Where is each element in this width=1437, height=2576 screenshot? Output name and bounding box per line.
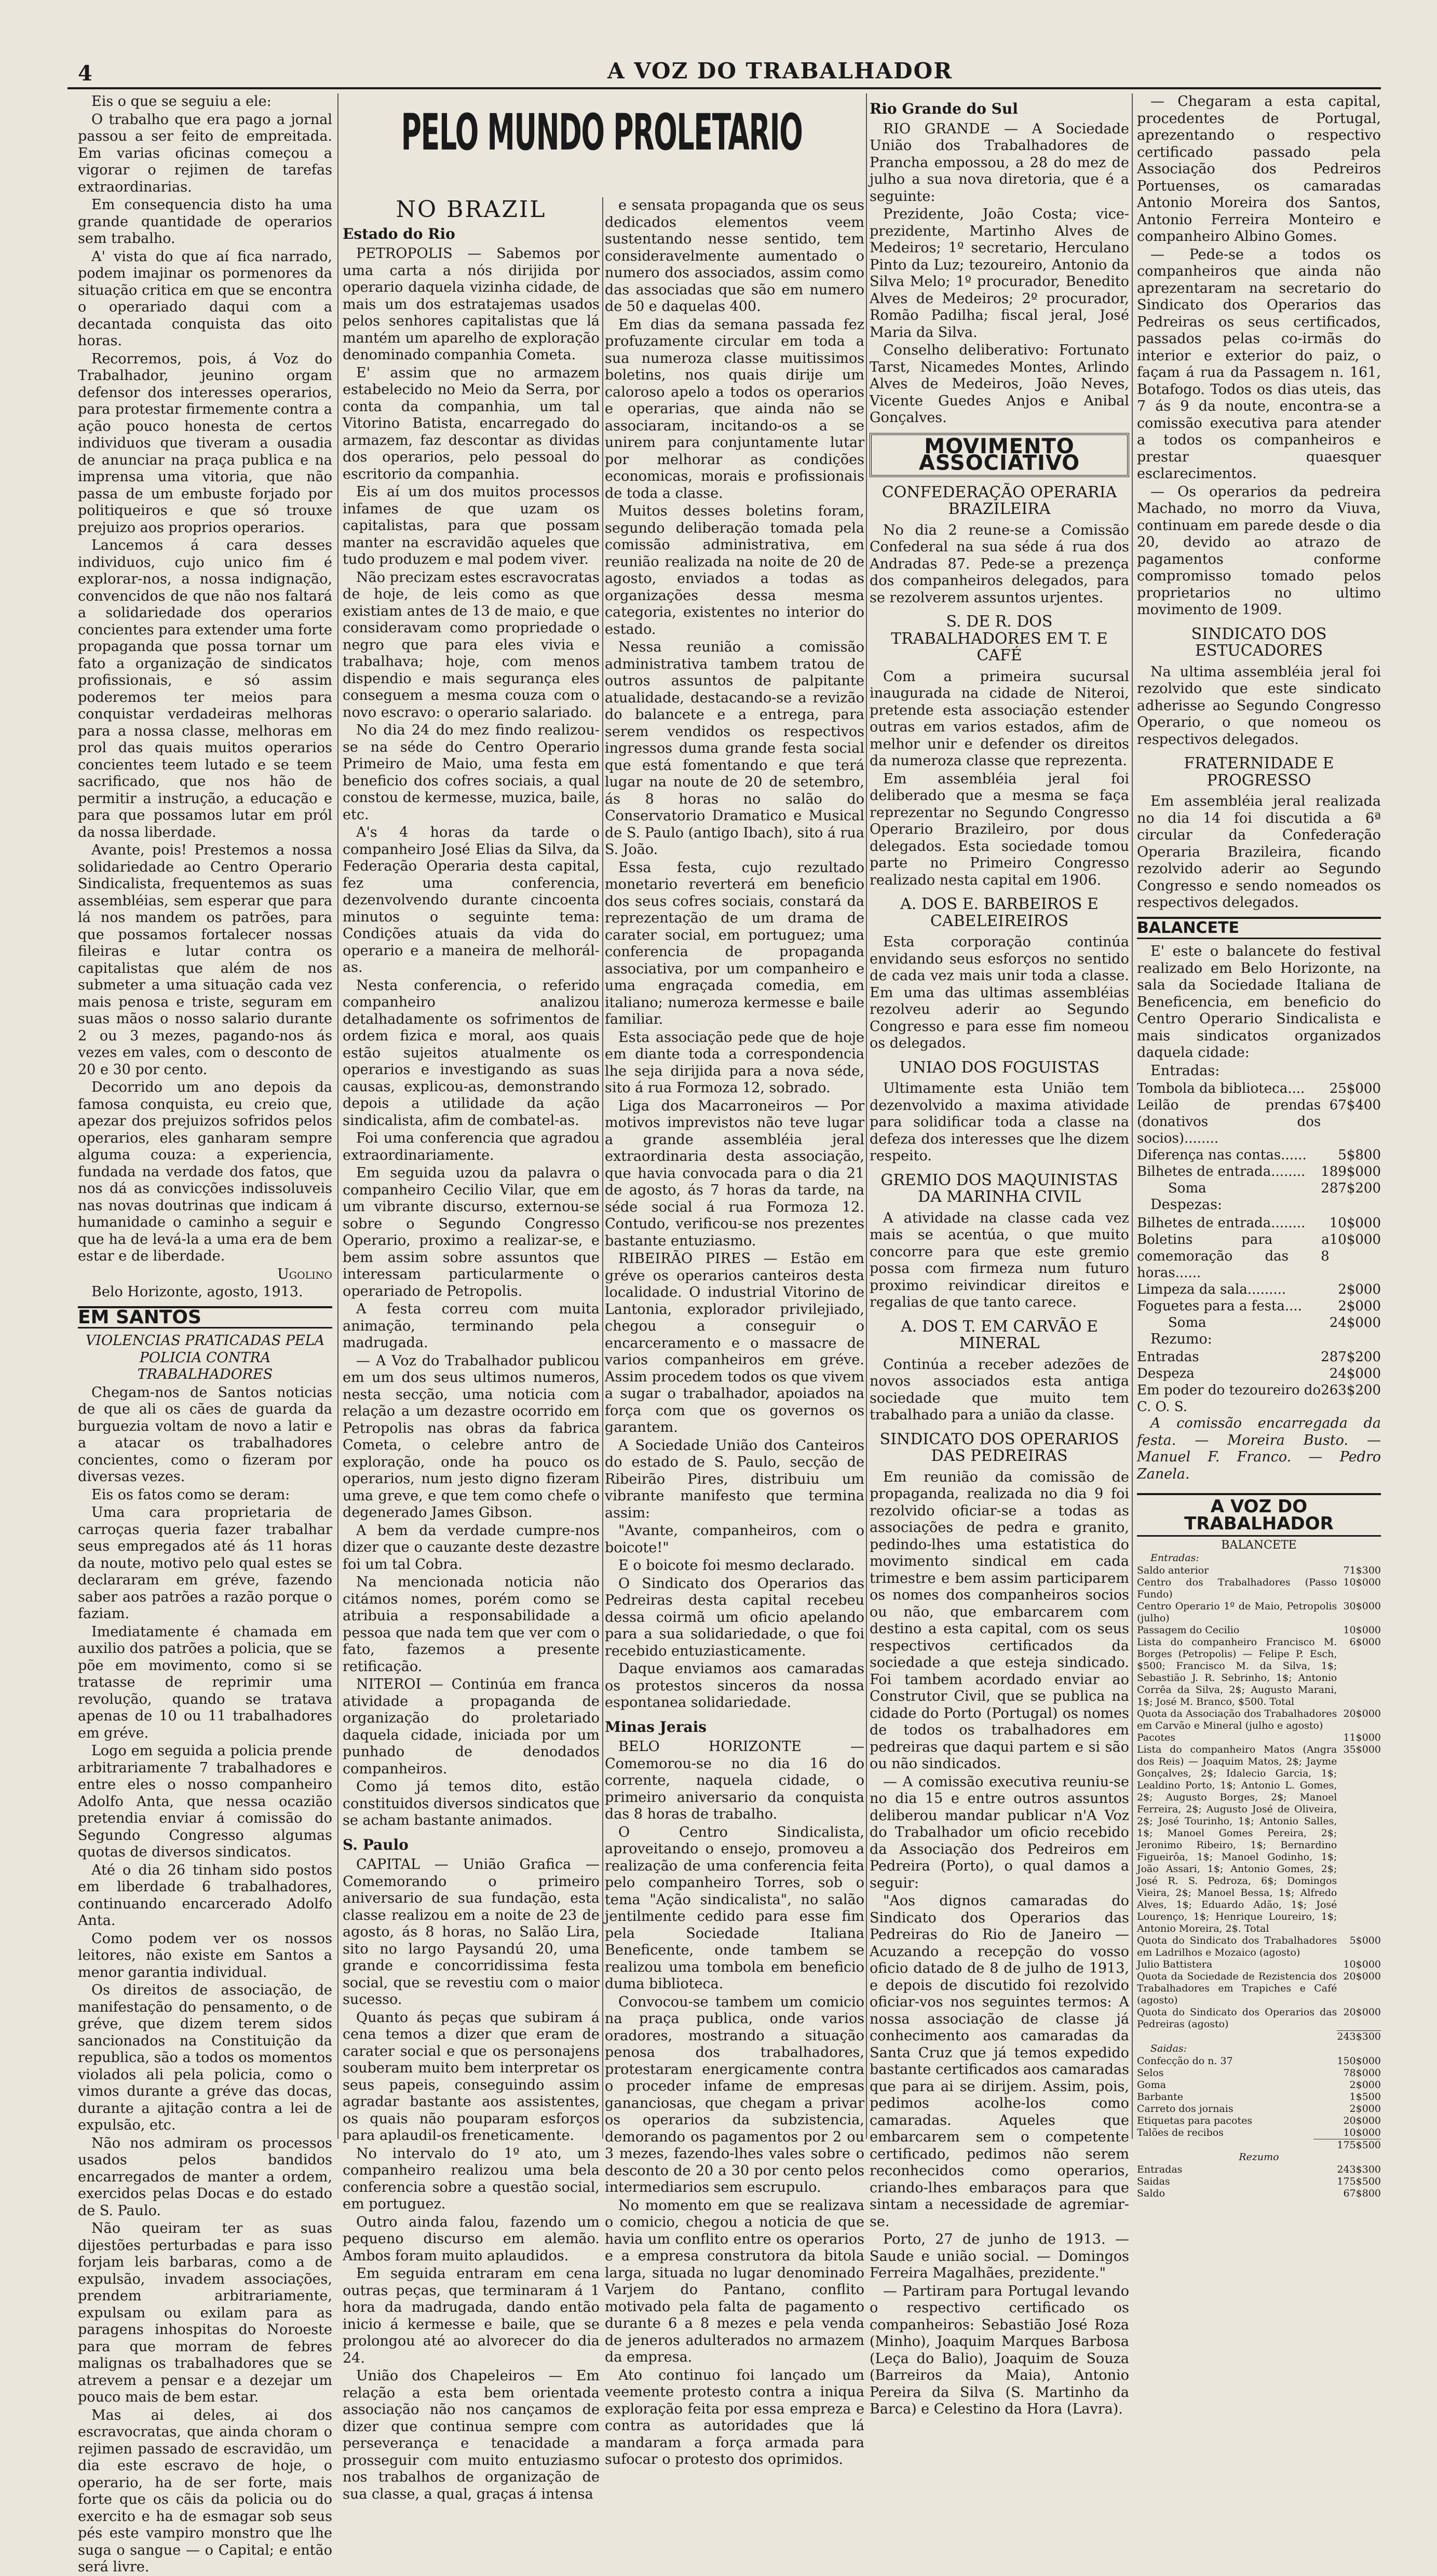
org-heading: SINDICATO DOS OPERARIOS DAS PEDREIRAS bbox=[879, 1430, 1119, 1465]
row-item: Pacotes bbox=[1137, 1732, 1175, 1743]
org-heading: A. DOS E. BARBEIROS E CABELEIREIROS bbox=[900, 895, 1099, 930]
paragraph: Outro ainda falou, fazendo um pequeno discurso em alemão. Ambos foram muito aplaudidos. bbox=[343, 2214, 600, 2264]
table-row bbox=[1137, 2030, 1381, 2043]
table-row bbox=[1137, 2091, 1381, 2103]
paragraph: Os direitos de associação, de manifestação do pensamento, o de gréve, que dizem terem sidos sancionados na Constituição da republica, são a todos os momentos violados ali pela policia, como o vimos durante a gréve das docas, durante a ajitação contra a lei de expulsão, etc. bbox=[78, 1982, 332, 2133]
row-item: Lista do companheiro Francisco M. Borges (Petropolis) — Felipe P. Esch, $500; Francisco M. da Silva, 1$; Sebastião J. R. Sebrinho, 1$; Antonio Corrêa da Silva, 2$; Augusto Marani, 1$; José M. Branco, $500. Total bbox=[1137, 1636, 1337, 1707]
row-value: 20$000 bbox=[1343, 1971, 1381, 1982]
paragraph: Em consequencia disto ha uma grande quantidade de operarios sem trabalho. bbox=[78, 197, 332, 247]
column-4 bbox=[870, 93, 1129, 2417]
paragraph: Não queiram ter as suas dijestões perturbadas e para isso forjam leis barbaras, como a de expulsão, invadem associações, prendem arbitrariamente, expulsam ou exilam para as paragens inhospitas do Noroeste para que morram de febres malignas os trabalhadores que se atrevem a pensar e a dezejar um pouco mais de bem estar. bbox=[78, 2220, 332, 2405]
row-value: 243$300 bbox=[1337, 2163, 1381, 2175]
entradas-table bbox=[1137, 1080, 1381, 1197]
paragraph: NITEROI — Continúa em franca atividade a propaganda de organização do proletariado daquela cidade, iniciada por um punhado de denodados companheiros. bbox=[343, 1676, 600, 1777]
paragraph: RIO GRANDE — A Sociedade União dos Trabalhadores de Prancha empossou, a 28 do mez de julho a sua nova diretoria, que é a seguinte: bbox=[870, 120, 1129, 205]
row-value: 24$000 bbox=[1329, 1314, 1381, 1331]
paragraph: Decorrido um ano depois da famosa conquista, eu creio que, apezar dos prejuizos sofridos pelos operarios, eles ganharam sempre alguma couza: a experiencia, fundada na verdade dos fatos, que nos dá as convicções indissoluveis nas novas doutrinas que indicam á humanidade o caminho a seguir e que ha de levá-la a uma era de bem estar e de liberdade. bbox=[78, 1079, 332, 1264]
table-row bbox=[1137, 2164, 1381, 2176]
org-heading: SINDICATO DOS ESTUCADORES bbox=[1191, 625, 1327, 660]
table-row bbox=[1137, 2176, 1381, 2188]
region-heading: Estado do Rio bbox=[343, 225, 455, 242]
box-entradas-table bbox=[1137, 1565, 1381, 2043]
paragraph: Prezidente, João Costa; vice-prezidente, Martinho Alves de Medeiros; 1º secretario, Herculano Pinto da Luz; tezoureiro, Antonio da Silva Melo; 1º procurador, Benedito Alves de Medeiros; 2º procurador, Romão Padilha; fiscal jeral, José Maria da Silva. bbox=[870, 206, 1129, 341]
table-row bbox=[1137, 2006, 1381, 2030]
paragraph: Imediatamente é chamada em auxilio dos patrões a policia, que se põe em movimento, como si se tratasse de reprimir uma revolução, quando se tratava apenas de 10 ou 11 trabalhadores em gréve. bbox=[78, 1623, 332, 1741]
headline: PELO MUNDO PROLETARIO bbox=[401, 103, 803, 161]
row-value: 20$000 bbox=[1343, 1708, 1381, 1719]
table-row bbox=[1137, 1935, 1381, 1959]
box-saidas-table bbox=[1137, 2055, 1381, 2151]
paragraph: Em seguida uzou da palavra o companheiro Cecilio Vilar, que em um vibrante discurso, externou-se sobre o Segundo Congresso Operario, proximo a realizar-se, e bem assim sobre assuntos que interessam particularmente o operariado de Petropolis. bbox=[343, 1165, 600, 1299]
paragraph: Daque enviamos aos camaradas os protestos sinceros da nossa espontanea solidariedade. bbox=[605, 1661, 864, 1711]
table-label: Despezas: bbox=[1150, 1197, 1223, 1213]
section-heading: BALANCETE bbox=[1137, 917, 1381, 940]
row-value: 6$000 bbox=[1349, 1636, 1381, 1648]
paragraph: — A comissão executiva reuniu-se no dia 15 e entre outros assuntos deliberou mandar publicar n'A Voz do Trabalhador um oficio recebido da Associação dos Pedreiros em Pedreira (Porto), o qual damos a seguir: bbox=[870, 1773, 1129, 1891]
paragraph: A festa correu com muita animação, terminando pela madrugada. bbox=[343, 1301, 600, 1351]
paragraph: União dos Chapeleiros — Em relação a esta bem orientada associação não nos cançamos de dizer que continua sempre com perseverança e tenacidade a prosseguir com muito entuziasmo nos trabalhos de organização de sua classe, a qual, graças á intensa bbox=[343, 2368, 600, 2502]
row-value: 10$000 bbox=[1329, 1231, 1381, 1248]
paragraph: A atividade na classe cada vez mais se acentúa, o que muito concorre para que este gremio possa com firmeza num futuro proximo reivindicar direitos e regalias de que tanto carece. bbox=[870, 1210, 1129, 1310]
row-value: 189$000 bbox=[1321, 1164, 1381, 1179]
region-heading: Minas Jerais bbox=[605, 1718, 707, 1736]
table-row bbox=[1137, 1281, 1381, 1298]
table-row bbox=[1137, 2103, 1381, 2115]
row-value: 2$000 bbox=[1349, 2079, 1381, 2091]
paragraph: Como já temos dito, estão constituidos diversos sindicatos que se acham bastante animados. bbox=[343, 1779, 600, 1828]
paragraph: Uma cara proprietaria de carroças queria fazer trabalhar seus empregados até ás 11 horas da noute, motivo pelo qual estes se declararam em gréve, fazendo saber aos patrões a razão porque o faziam. bbox=[78, 1504, 332, 1622]
table-row bbox=[1137, 1708, 1381, 1732]
paragraph: No momento em que se realizava o comicio, chegou a noticia de que havia um conflito entre os operarios e a empresa construtora da bitola larga, situada no lugar denominado Varjem do Pantano, conflito motivado pela falta de pagamento durante 6 a 8 mezes e pela venda de jeneros adulterados no armazem da empresa. bbox=[605, 2197, 864, 2365]
row-value: 1$500 bbox=[1349, 2091, 1381, 2103]
row-item: Tombola da biblioteca.... bbox=[1137, 1081, 1305, 1096]
table-row bbox=[1137, 1636, 1381, 1708]
table-row bbox=[1137, 1180, 1381, 1197]
column-5 bbox=[1137, 93, 1381, 2199]
section-heading: EM SANTOS bbox=[78, 1306, 332, 1329]
paragraph: Na mencionada noticia não citámos nomes, porém como se atribuia a responsabilidade a pessoa que nada tem que ver com o fato, fazemos a presente retificação. bbox=[343, 1574, 600, 1675]
row-value: 2$000 bbox=[1349, 2103, 1381, 2114]
paragraph: "Aos dignos camaradas do Sindicato dos Operarios das Pedreiras do Rio de Janeiro — Acuzando a recepção do vosso oficio datado de 8 de julho de 1913, e depois de discutido foi rezolvido oficiar-vos nos seguintes termos: A nossa associação de classe já conhecimento aos camaradas da Santa Cruz que já temos expedido bastante certificados aos camaradas que para ai se dirijem. Assim, pois, pedimos acolhe-los como camaradas. Aqueles que embarcarem sem o competente certificado, pedimos não serem reconhecidos como operarios, criando-lhes embaraços para que sintam a necessidade de agremiar-se. bbox=[870, 1893, 1129, 2230]
article-title: VIOLENCIAS PRATICADAS PELA POLICIA CONTRA TRABALHADORES bbox=[85, 1333, 325, 1382]
box-subtitle: BALANCETE bbox=[1221, 1539, 1297, 1552]
row-value: 150$000 bbox=[1337, 2055, 1381, 2067]
paragraph: Avante, pois! Prestemos a nossa solidariedade ao Centro Operario Sindicalista, frequentemos as suas assembléias, sem esperar que para lá nos mandem os patrões, para que possamos fortalecer nossas fileiras e lutar contra os capitalistas que além de nos submeter a uma situação cada vez mais penosa e triste, seguram em suas mãos o nosso salario durante 2 ou 3 mezes, pagando-nos ás vezes em vales, com o desconto de 20 e 30 por cento. bbox=[78, 842, 332, 1078]
resumo-table bbox=[1137, 1349, 1381, 1415]
paragraph: A bem da verdade cumpre-nos dizer que o cauzante deste dezastre foi um tal Cobra. bbox=[343, 1522, 600, 1572]
column-3 bbox=[605, 197, 864, 2467]
table-row bbox=[1137, 1624, 1381, 1636]
region-heading: Rio Grande do Sul bbox=[870, 100, 1018, 117]
paragraph: No dia 2 reune-se a Comissão Confederal na sua séde á rua dos Andradas 87. Pede-se a prezença dos companheiros delegados, para se rezolverem assuntos urjentes. bbox=[870, 522, 1129, 606]
paragraph: Porto, 27 de junho de 1913. — Saude e união social. — Domingos Ferreira Magalhães, prezidente." bbox=[870, 2231, 1129, 2281]
signature: Ugolino bbox=[277, 1266, 332, 1282]
paragraph: Conselho deliberativo: Fortunato Tarst, Nicamedes Montes, Arlindo Alves de Medeiros, João Neves, Vicente Guedes Anjos e Anibal Gonçalves. bbox=[870, 342, 1129, 426]
paragraph: CAPITAL — União Grafica — Comemorando o primeiro aniversario de sua fundação, esta classe realizou em a noite de 23 de agosto, ás 8 horas, no Salão Lira, sito no largo Paysandú 20, uma grande e concorridissima festa social, que se revestiu com o maior sucesso. bbox=[343, 1856, 600, 2008]
row-value: 10$000 bbox=[1343, 1577, 1381, 1588]
table-row bbox=[1137, 1147, 1381, 1163]
row-value: 2$000 bbox=[1338, 1298, 1381, 1314]
column-divider bbox=[866, 93, 867, 2139]
paragraph: Chegam-nos de Santos noticias de que ali os cães de guarda da burguezia voltam de novo a latir e a atacar os trabalhadores concientes, como o fizeram por diversas vezes. bbox=[78, 1384, 332, 1485]
paragraph: Eis aí um dos muitos processos infames de que uzam os capitalistas, para que possam manter na escravidão aqueles que tudo produzem e mal podem viver. bbox=[343, 484, 600, 567]
paragraph: Convocou-se tambem um comicio na praça publica, onde varios oradores, mostrando a situação penosa dos trabalhadores, protestaram energicamente contra o proceder infame de empresas gananciosas, que chegam a privar os operarios da subzistencia, demorando os pagamentos por 2 ou 3 mezes, fazendo-lhes vales sobre o desconto de 20 a 30 por cento pelos intermediarios sem escrupulo. bbox=[605, 1994, 864, 2195]
paragraph: Ato continuo foi lançado um veemente protesto contra a iniqua exploração feita por essa empreza e contra as autoridades que lá mandaram a força armada para sufocar o protesto dos oprimidos. bbox=[605, 2367, 864, 2467]
row-value: 287$200 bbox=[1321, 1349, 1381, 1365]
paragraph: Muitos desses boletins foram, segundo deliberação tomada pela comissão administrativa, em reunião realizada na noite de 20 de agosto, enviados a todas as organizações dessa mesma categoria, existentes no interior do estado. bbox=[605, 503, 864, 638]
box-resumo-table bbox=[1137, 2164, 1381, 2200]
paragraph: Essa festa, cujo rezultado monetario reverterá em beneficio dos seus cofres sociais, constará da reprezentação de um drama de carater social, em portuguez; uma conferencia de propaganda associativa, por um companheiro e uma engraçada comedia, em italiano; numeroza kermesse e baile familiar. bbox=[605, 859, 864, 1027]
row-item: Centro Operario 1º de Maio, Petropolis (julho) bbox=[1137, 1601, 1337, 1624]
org-heading: GREMIO DOS MAQUINISTAS DA MARINHA CIVIL bbox=[880, 1171, 1118, 1206]
row-item: Etiquetas para pacotes bbox=[1137, 2114, 1253, 2126]
table-label: Rezumo: bbox=[1150, 1331, 1212, 1347]
table-row bbox=[1137, 1971, 1381, 2006]
paragraph: Liga dos Macarroneiros — Por motivos imprevistos não teve lugar a grande assembléia jeral extraordinaria desta associação, que havia convocada para o dia 21 de agosto, ás 7 horas da tarde, na séde social á rua Formoza 12. Contudo, verificou-se nos prezentes bastante entuziasmo. bbox=[605, 1097, 864, 1249]
paragraph: Como podem ver os nossos leitores, não existe em Santos a menor garantia individual. bbox=[78, 1930, 332, 1981]
row-value: 175$500 bbox=[1313, 2139, 1381, 2151]
masthead: A VOZ DO TRABALHADOR bbox=[607, 58, 953, 84]
paragraph: Esta associação pede que de hoje em diante toda a correspondencia lhe seja dirijida para a nova séde, sito á rua Formoza 12, sobrado. bbox=[605, 1029, 864, 1096]
paragraph: O trabalho que era pago a jornal passou a ser feito de empreitada. Em varias oficinas começou a vigorar o rejimen de tarefas extraordinarias. bbox=[78, 111, 332, 195]
paragraph: A comissão encarregada da festa. — Moreira Busto. — Manuel F. Franco. — Pedro Zanela. bbox=[1137, 1415, 1381, 1482]
row-value: 243$300 bbox=[1337, 2030, 1381, 2042]
table-row bbox=[1137, 2139, 1381, 2151]
paragraph: Mas ai deles, ai dos escravocratas, que ainda choram o rejimen passado de escravidão, um dia este escravo de hoje, o operario, ha de ser forte, mais forte que os cãis da policia ou do exercito e ha de esmagar sob seus pés este vampiro monstro que lhe suga o sangue — o Capital; e então será livre. bbox=[78, 2407, 332, 2575]
row-value: 10$000 bbox=[1343, 2126, 1381, 2138]
balancete-box bbox=[1137, 1540, 1381, 2200]
paragraph: RIBEIRÃO PIRES — Estão em gréve os operarios canteiros desta localidade. O industrial Vitorino de Lantonia, explorador privilejiado, chegou a conseguir o encarceramento e o massacre de varios companheiros em gréve. Assim procedem todos os que vivem a sugar o trabalhador, apoiados na força com que os governos os garantem. bbox=[605, 1251, 864, 1435]
row-value: 10$000 bbox=[1343, 1959, 1381, 1970]
row-value: 20$000 bbox=[1343, 2006, 1381, 2018]
paragraph: No dia 24 do mez findo realizou-se na séde do Centro Operario Primeiro de Maio, uma festa em beneficio dos cofres sociais, a qual constou de kermesse, muzica, baile, etc. bbox=[343, 722, 600, 823]
table-row bbox=[1137, 1601, 1381, 1624]
paragraph: Recorremos, pois, á Voz do Trabalhador, jeunino orgam defensor dos interesses operarios, para protestar firmemente contra a ação pouco honesta de certos individuos que tiveram a ousadia de anunciar na praça publica e na imprensa uma vitoria, que não passa de um embuste forjado por politiqueiros e que só trouxe prejuizo aos proprios operarios. bbox=[78, 350, 332, 536]
row-item bbox=[1137, 2030, 1337, 2043]
row-item: Passagem do Cecilio bbox=[1137, 1624, 1240, 1636]
table-row bbox=[1137, 1365, 1381, 1382]
paragraph: PETROPOLIS — Sabemos por uma carta a nós dirijida por operario daquela vizinha cidade, de mais um dos estratajemas usados pelos senhores capitalistas que lá mantém um aparelho de exploração denominado companhia Cometa. bbox=[343, 246, 600, 363]
row-value: 78$000 bbox=[1343, 2067, 1381, 2079]
row-value: 5$000 bbox=[1349, 1935, 1381, 1946]
subheadline: NO BRAZIL bbox=[396, 196, 547, 223]
row-item: Entradas bbox=[1137, 1349, 1199, 1365]
row-item: Barbante bbox=[1137, 2091, 1183, 2103]
org-heading: A. DOS T. EM CARVÃO E MINERAL bbox=[901, 1317, 1098, 1352]
table-label: Entradas: bbox=[1150, 1552, 1199, 1564]
table-row bbox=[1137, 2115, 1381, 2127]
row-item: Em poder do tezoureiro do C. O. S. bbox=[1137, 1382, 1321, 1415]
row-value: 71$300 bbox=[1343, 1565, 1381, 1576]
paragraph: — Os operarios da pedreira Machado, no morro da Viuva, continuam em parede desde o dia 20, devido ao atrazo de pagamentos conforme compromisso tomado pelos proprietarios no ultimo movimento de 1909. bbox=[1137, 483, 1381, 618]
table-row bbox=[1137, 2055, 1381, 2067]
org-heading: CONFEDERAÇÃO OPERARIA BRAZILEIRA bbox=[882, 483, 1117, 518]
row-item: Quota da Sociedade de Rezistencia dos Trabalhadores em Trapiches e Café (agosto) bbox=[1137, 1971, 1337, 2006]
paragraph: — A Voz do Trabalhador publicou em um dos seus ultimos numeros, nesta secção, uma noticia com relação a um dezastre ocorrido em Petropolis nas obras da fabrica Cometa, o celebre antro de exploração, onde ha pouco os operarios, num jesto digno fizeram uma greve, e que tem como chefe o degenerado James Gibson. bbox=[343, 1352, 600, 1521]
row-value: 11$000 bbox=[1343, 1732, 1381, 1743]
row-item: Entradas bbox=[1137, 2163, 1183, 2175]
box-title: A VOZ DO TRABALHADOR bbox=[1137, 1493, 1381, 1537]
table-row bbox=[1137, 1231, 1381, 1281]
table-row bbox=[1137, 1565, 1381, 1577]
row-item bbox=[1137, 2139, 1313, 2151]
table-row bbox=[1137, 1298, 1381, 1314]
paragraph: Nesta conferencia, o referido companheiro analizou detalhadamente os sofrimentos de ordem fizica e moral, aos quais estão sujeitos atualmente os operarios e investigando as suas causas, explicou-as, demonstrando depois a utilidade da ação sindicalista, afim de combatel-as. bbox=[343, 977, 600, 1129]
column-1 bbox=[78, 93, 332, 2575]
row-item: Carreto dos jornais bbox=[1137, 2103, 1233, 2114]
paragraph: Na ultima assembléia jeral foi rezolvido que este sindicato adherisse ao Segundo Congresso Operario, o que nomeou os respectivos delegados. bbox=[1137, 663, 1381, 748]
org-heading: FRATERNIDADE E PROGRESSO bbox=[1184, 754, 1334, 790]
paragraph: Em seguida entraram em cena outras peças, que terminaram á 1 hora da madrugada, dando então inicio á kermesse e baile, que se prolongou até ao alvorecer do dia 24. bbox=[343, 2266, 600, 2366]
column-divider bbox=[337, 93, 338, 2139]
row-value: 24$000 bbox=[1329, 1366, 1381, 1381]
table-row bbox=[1137, 1349, 1381, 1365]
row-item: Bilhetes de entrada........ bbox=[1137, 1164, 1306, 1179]
row-item: Centro dos Trabalhadores (Passo Fundo) bbox=[1137, 1577, 1337, 1600]
row-value: 10$000 bbox=[1329, 1215, 1381, 1231]
paragraph: — Partiram para Portugal levando o respectivo certificado os companheiros: Sebastião José Roza (Minho), Joaquim Marques Barbosa (Leça do Balio), Joaquim de Souza (Barreiros da Maia), Antonio Pereira da Silva (S. Martinho da Barca) e Celestino da Hora (Lavra). bbox=[870, 2283, 1129, 2417]
table-row bbox=[1137, 1577, 1381, 1601]
despezas-table bbox=[1137, 1215, 1381, 1331]
paragraph: Com a primeira sucursal inaugurada na cidade de Niteroi, pretende esta associação estender outras em varios estados, afim de melhor unir e defender os direitos da numeroza classe que reprezenta. bbox=[870, 668, 1129, 769]
row-value: 5$800 bbox=[1338, 1147, 1381, 1163]
table-row bbox=[1137, 2067, 1381, 2079]
row-value: 287$200 bbox=[1321, 1181, 1381, 1196]
table-row bbox=[1137, 1382, 1381, 1415]
table-label: Rezumo bbox=[1239, 2151, 1279, 2163]
row-item: Soma bbox=[1168, 1314, 1206, 1331]
page-number: 4 bbox=[78, 61, 92, 86]
table-row bbox=[1137, 1732, 1381, 1744]
table-row bbox=[1137, 1959, 1381, 1971]
row-item: Bilhetes de entrada........ bbox=[1137, 1215, 1306, 1231]
table-row bbox=[1137, 1097, 1381, 1147]
column-divider bbox=[1132, 93, 1133, 2139]
dateline: Belo Horizonte, agosto, 1913. bbox=[91, 1284, 303, 1300]
paragraph: Ultimamente esta União tem dezenvolvido a maxima atividade para solidificar toda a classe na defeza dos interesses que lhe dizem respeito. bbox=[870, 1080, 1129, 1164]
row-item: Foguetes para a festa.... bbox=[1137, 1298, 1302, 1314]
paragraph: E o boicote foi mesmo declarado. bbox=[618, 1557, 855, 1574]
row-value: 175$500 bbox=[1337, 2175, 1381, 2187]
paragraph: Logo em seguida a policia prende arbitrariamente 7 trabalhadores e entre eles o nosso companheiro Adolfo Anta, que nessa ocazião pretendia enviar á comissão do Segundo Congresso algumas quotas de diversos sindicatos. bbox=[78, 1743, 332, 1860]
paragraph: A Sociedade União dos Canteiros do estado de S. Paulo, secção de Ribeirão Pires, distribuiu um vibrante manifesto que termina assim: bbox=[605, 1437, 864, 1521]
row-item: Saldo bbox=[1137, 2187, 1165, 2199]
row-value: 30$000 bbox=[1343, 1601, 1381, 1612]
row-value: 263$200 bbox=[1321, 1382, 1381, 1398]
paragraph: — Pede-se a todos os companheiros que ainda não aprezentaram na secretario do Sindicato dos Operarios das Pedreiras os seus certificados, passados pelas co-irmãs do interior e exterior do paiz, o façam á rua da Passagem n. 161, Botafogo. Todos os dias uteis, das 7 ás 9 da noute, encontra-se a comissão executiva para atender a todos os companheiros e prestar quaesquer esclarecimentos. bbox=[1137, 246, 1381, 482]
paragraph: Em reunião da comissão de propaganda, realizada no dia 9 foi rezolvido oficiar-se a todas as associações de pedra e granito, pedindo-lhes uma estatistica do movimento sindical em cada trimestre e bem assim participarem os nomes dos companheiros socios ou não, que embarcarem com destino a esta capital, com os seus respectivos certificados da sociedade a que esteja sindicado. Foi tambem acordado enviar ao Construtor Civil, que se publica na cidade do Porto (Portugal) os nomes de todos os trabalhadores em pedreiras que daqui partem e si são ou não sindicados. bbox=[870, 1469, 1129, 1772]
row-value: 35$000 bbox=[1343, 1744, 1381, 1755]
paragraph: Em dias da semana passada fez profuzamente circular em toda a sua numeroza classe muitissimos boletins, nos quais dirije um caloroso apelo a todos os operarios e operarias, que ainda não se associaram, incitando-os a se unirem para conjuntamente lutar por melhorar as condições economicas, morais e profissionais de toda a classe. bbox=[605, 316, 864, 501]
paragraph: A' vista do que aí fica narrado, podem imajinar os pormenores da situação critica em que se encontra o operariado daqui com a decantada conquista das oito horas. bbox=[78, 248, 332, 349]
paragraph: Eis os fatos como se deram: bbox=[91, 1486, 290, 1503]
paragraph: Não precizam estes escravocratas de hoje, de leis como as que existiam antes de 13 de maio, e que consideravam como propriedade o negro que para eles vivia e trabalhava; hoje, com menos dispendio e mais segurança eles conseguem a mesma couza com o novo escravo: o operario salariado. bbox=[343, 569, 600, 721]
row-item: Limpeza da sala......... bbox=[1137, 1281, 1286, 1297]
row-value: 20$000 bbox=[1343, 2114, 1381, 2126]
org-heading: S. DE R. DOS TRABALHADORES EM T. E CAFÉ bbox=[891, 613, 1108, 665]
paragraph: Em assembléia jeral realizada no dia 14 foi discutida a 6ª circular da Confederação Operaria Brazileira, ficando rezolvido aderir ao Segundo Congresso e sendo nomeados os respectivos delegados. bbox=[1137, 793, 1381, 911]
headline-block bbox=[343, 93, 862, 197]
paragraph: Foi uma conferencia que agradou extraordinariamente. bbox=[343, 1130, 600, 1163]
paragraph: Continúa a receber adezões de novos associados esta antiga sociedade que muito tem trabalhado para a união da classe. bbox=[870, 1356, 1129, 1423]
table-row bbox=[1137, 1744, 1381, 1935]
paragraph: "Avante, companheiros, com o boicote!" bbox=[605, 1523, 864, 1556]
row-item: Julio Battistera bbox=[1137, 1959, 1213, 1970]
row-value: 67$800 bbox=[1343, 2187, 1381, 2199]
row-item: Despeza bbox=[1137, 1366, 1195, 1381]
row-item: Saidas bbox=[1137, 2175, 1170, 2187]
paragraph: BELO HORIZONTE — Comemorou-se no dia 16 do corrente, naquela cidade, o primeiro aniversario da conquista das 8 horas de trabalho. bbox=[605, 1739, 864, 1822]
paragraph: Esta corporação continúa envidando seus esforços no sentido de cada vez mais unir toda a classe. Em uma das ultimas assembléias rezolveu aderir ao Segundo Congresso e para esse fim nomeou os delegados. bbox=[870, 934, 1129, 1051]
paragraph: Até o dia 26 tinham sido postos em liberdade 6 trabalhadores, continuando encarcerado Adolfo Anta. bbox=[78, 1862, 332, 1929]
table-row bbox=[1137, 1314, 1381, 1331]
row-item: Talões de recibos bbox=[1137, 2126, 1224, 2138]
org-heading: UNIAO DOS FOGUISTAS bbox=[899, 1058, 1100, 1077]
table-row bbox=[1137, 2079, 1381, 2091]
table-row bbox=[1137, 1080, 1381, 1097]
paragraph: — Chegaram a esta capital, procedentes de Portugal, aprezentando o respectivo certificado passado pela Associação dos Pedreiros Portuenses, os camaradas Antonio Moreira dos Santos, Antonio Ferreira Monteiro e companheiro Albino Gomes. bbox=[1137, 93, 1381, 245]
table-row bbox=[1137, 1215, 1381, 1231]
region-heading: S. Paulo bbox=[343, 1836, 409, 1853]
table-row bbox=[1137, 2127, 1381, 2139]
paragraph: No intervalo do 1º ato, um companheiro realizou uma bela conferencia sobre a questão social, em portuguez. bbox=[343, 2145, 600, 2212]
row-item: Quota do Sindicato dos Trabalhadores em Ladrilhos e Mozaico (agosto) bbox=[1137, 1935, 1337, 1958]
row-item: Leilão de prendas (donativos dos socios)........ bbox=[1137, 1097, 1321, 1146]
table-label: Entradas: bbox=[1150, 1062, 1220, 1079]
row-item: Lista do companheiro Matos (Angra dos Reis) — Joaquim Matos, 2$; Jayme Gonçalves, 2$; Idalecio Garcia, 1$; Lealdino Porto, 1$; Antonio L. Gomes, 2$; Augusto Borges, 2$; Manoel Ferreira, 2$; Augusto José de Oliveira, 2$; José Tourinho, 1$; Antonio Salles, 1$; Manoel Gomes Pereira, 2$; Jeronimo Ribeiro, 1$; Bernardino Figueirôa, 1$; Manoel Godinho, 1$; João Assari, 1$; Antonio Gomes, 2$; José R. S. Pedroza, 6$; Domingos Vieira, 2$; Manoel Bessa, 1$; Alfredo Alves, 1$; Eduardo Adão, 1$; José Lourenço, 1$; Henrique Loureiro, 1$; Antonio Moreira, 2$. Total bbox=[1137, 1744, 1337, 1934]
paragraph: Nessa reunião a comissão administrativa tambem tratou de outros assuntos de palpitante atualidade, destacando-se a revizão do balancete e a entrega, para serem vendidos os respectivos ingressos duma grande festa social que está fomentando e que terá lugar na noute de 20 de setembro, ás 8 horas no salão do Conservatorio Dramatico e Musical de S. Paulo (antigo Ibach), sito á rua S. João. bbox=[605, 639, 864, 858]
paragraph: E' assim que no armazem estabelecido no Meio da Serra, por conta da companhia, um tal Vitorino Batista, encarregado do armazem, faz descontar as dividas dos operarios, pelo pessoal do escritorio da companhia. bbox=[343, 364, 600, 482]
row-item: Goma bbox=[1137, 2079, 1166, 2091]
table-label: Saidas: bbox=[1150, 2042, 1187, 2054]
row-value: 67$400 bbox=[1329, 1097, 1381, 1113]
row-value: 25$000 bbox=[1329, 1081, 1381, 1096]
paragraph: Não nos admiram os processos usados pelos bandidos encarregados de manter a ordem, exercidos pelas Docas e do estado de S. Paulo. bbox=[78, 2135, 332, 2219]
table-row bbox=[1137, 2188, 1381, 2200]
row-value: 10$000 bbox=[1343, 1624, 1381, 1636]
paragraph: Eis o que se seguiu a ele: bbox=[91, 93, 272, 110]
row-value: 2$000 bbox=[1338, 1281, 1381, 1297]
row-item: Diferença nas contas...... bbox=[1137, 1147, 1307, 1163]
paragraph: E' este o balancete do festival realizado em Belo Horizonte, na sala da Sociedade Italiana de Beneficencia, em beneficio do Centro Operario Sindicalista e mais sindicatos organizados daquela cidade: bbox=[1137, 943, 1381, 1061]
row-item: Quota do Sindicato dos Operarios das Pedreiras (agosto) bbox=[1137, 2006, 1337, 2030]
paragraph: Quanto ás peças que subiram á cena temos a dizer que eram de carater social e que os personajens souberam muito bem interpretar os seus papeis, conseguindo assim agradar bastante aos assistentes, os quais não pouparam esforços para aplaudil-os freneticamente. bbox=[343, 2009, 600, 2144]
column-divider bbox=[602, 197, 603, 2139]
row-item: Quota da Associação dos Trabalhadores em Carvão e Mineral (julho e agosto) bbox=[1137, 1708, 1337, 1731]
row-item: Boletins para a comemoração das 8 horas...... bbox=[1137, 1231, 1330, 1281]
paragraph: e sensata propaganda que os seus dedicados elementos veem sustentando nesse sentido, tem consideravelmente aumentado o numero dos associados, assim como das associadas que são em numero de 50 e daquelas 400. bbox=[605, 197, 864, 315]
paragraph: A's 4 horas da tarde o companheiro José Elias da Silva, da Federação Operaria desta capital, fez uma conferencia, dezenvolvendo durante cincoenta minutos o seguinte tema: Condições atuais da vida do operario e a maneira de melhorál-as. bbox=[343, 824, 600, 975]
paragraph: O Centro Sindicalista, aproveitando o ensejo, promoveu a realização de uma conferencia feita pelo companheiro Torres, sob o tema "Ação sindicalista", no salão jentilmente cedido para esse fim pela Sociedade Italiana Beneficente, onde tambem se realizou uma tombola em beneficio duma biblioteca. bbox=[605, 1824, 864, 1992]
row-item: Confecção do n. 37 bbox=[1137, 2055, 1233, 2067]
paragraph: Em assembléia jeral foi deliberado que a mesma se faça reprezentar no Segundo Congresso Operario Brazileiro, por dous delegados. Esta sociedade tomou parte no Primeiro Congresso realizado nesta capital em 1906. bbox=[870, 770, 1129, 888]
row-item: Selos bbox=[1137, 2067, 1164, 2079]
column-2 bbox=[343, 196, 600, 2502]
row-item: Saldo anterior bbox=[1137, 1565, 1209, 1576]
row-item: Soma bbox=[1168, 1181, 1206, 1196]
section-banner: MOVIMENTO ASSOCIATIVO bbox=[870, 433, 1129, 477]
paragraph: Lancemos á cara desses individuos, cujo unico fim é explorar-nos, a nossa indignação, convencidos de que não nos faltará a solidariedade dos operarios concientes para extender uma forte propaganda que possa tornar um fato a organização de sindicatos profissionais, e só assim poderemos ter meios para conquistar verdadeiras melhoras para a nossa classe, melhoras em prol das quais muitos operarios concientes teem lutado e se teem sacrificado, que nos hão de permitir a instrução, a educação e para que possamos lutar em pról da nossa liberdade. bbox=[78, 537, 332, 840]
header-rule bbox=[67, 87, 1381, 89]
paragraph: O Sindicato dos Operarios das Pedreiras desta capital recebeu dessa coirmã um oficio apelando para a sua solidariedade, o que foi recebido entuziasticamente. bbox=[605, 1575, 864, 1659]
table-row bbox=[1137, 1163, 1381, 1180]
